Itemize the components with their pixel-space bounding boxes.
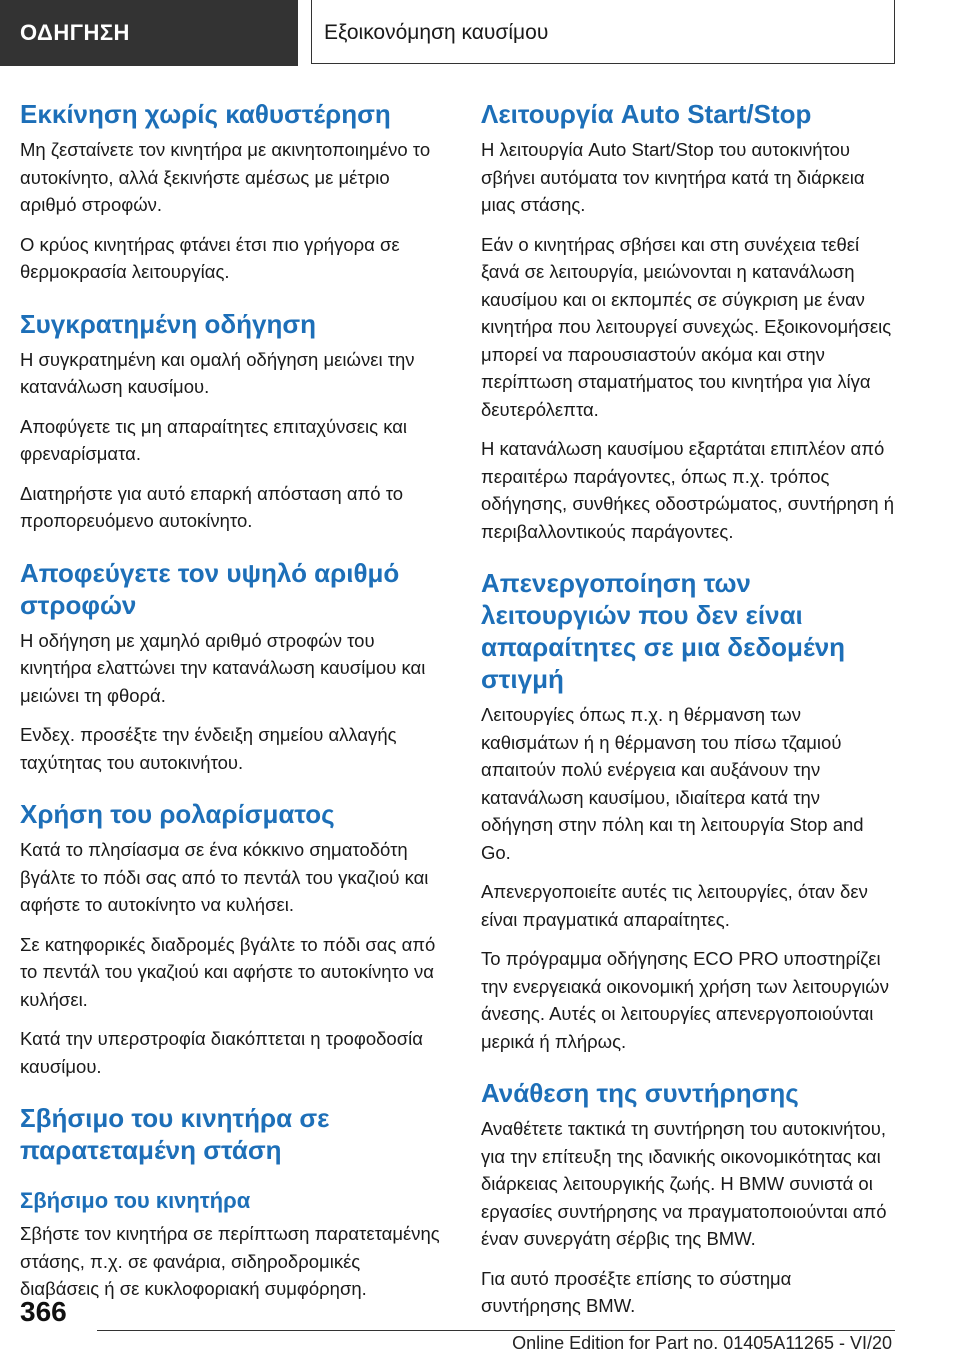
paragraph: Λειτουργίες όπως π.χ. η θέρμανση των καθισμάτων ή η θέρμανση του πίσω τζαμιού απαιτούν πολύ ενέργεια και αυξάνουν την κατανάλωση καυσίμου, ιδιαίτερα κατά την οδήγηση στην πόλη και τη λειτουργία Stop and Go.: [481, 704, 864, 863]
section-coasting: [20, 798, 440, 1080]
section-heading: Χρήση του ρολαρίσματος: [20, 799, 335, 829]
paragraph: Το πρόγραμμα οδήγησης ECO PRO υποστηρίζει την ενεργειακά οικονομική χρήση των λειτουργιών άνεσης. Αυτές οι λειτουργίες απενεργοποιούνται μερικά ή πλήρως.: [481, 948, 890, 1052]
edition-text: Online Edition for Part no. 01405A11265 - VI/20: [512, 1333, 892, 1353]
footer-divider: [97, 1330, 895, 1331]
paragraph: Σβήστε τον κινητήρα σε περίπτωση παρατεταμένης στάσης, π.χ. σε φανάρια, σιδηροδρομικές διαβάσεις ή σε κυκλοφοριακή συμφόρηση.: [20, 1223, 440, 1299]
section-heading: Λειτουργία Auto Start/Stop: [481, 99, 812, 129]
paragraph: Εάν ο κινητήρας σβήσει και στη συνέχεια τεθεί ξανά σε λειτουργία, μειώνονται η κατανάλωση καυσίμου και οι εκπομπές σε σύγκριση με έναν κινητήρα που λειτουργεί συνεχώς. Εξοικονομήσεις μπορεί να παρουσιαστούν ακόμα και στην περίπτωση σταματήματος του κινητήρα για λίγα δευτερόλεπτα.: [481, 233, 892, 420]
section-heading: Εκκίνηση χωρίς καθυστέρηση: [20, 99, 391, 129]
subsection-heading: Σβήσιμο του κινητήρα: [20, 1188, 251, 1213]
paragraph: Σε κατηφορικές διαδρομές βγάλτε το πόδι σας από το πεντάλ του γκαζιού και αφήστε το αυτοκίνητο να κυλήσει.: [20, 933, 436, 1010]
paragraph: Η οδήγηση με χαμηλό αριθμό στροφών του κινητήρα ελαττώνει την κατανάλωση καυσίμου και μειώνει τη φθορά.: [20, 629, 426, 706]
right-column: [481, 98, 896, 1342]
paragraph: Για αυτό προσέξτε επίσης το σύστημα συντήρησης BMW.: [481, 1267, 792, 1316]
paragraph: Απενεργοποιείτε αυτές τις λειτουργίες, όταν δεν είναι πραγματικά απαραίτητες.: [481, 881, 868, 930]
chapter-tab: ΟΔΗΓΗΣΗ: [0, 0, 298, 66]
section-heading: Απενεργοποίηση των λειτουργιών που δεν είναι απαραίτητες σε μια δεδομένη στιγμή: [481, 568, 846, 694]
paragraph: Μη ζεσταίνετε τον κινητήρα με ακινητοποιημένο το αυτοκίνητο, αλλά ξεκινήστε αμέσως με μέτριο αριθμό στροφών.: [20, 139, 431, 215]
section-heading: Ανάθεση της συντήρησης: [481, 1078, 799, 1108]
paragraph: Κατά το πλησίασμα σε ένα κόκκινο σηματοδότη βγάλτε το πόδι σας από το πεντάλ του γκαζιού και αφήστε το αυτοκίνητο να κυλήσει.: [20, 839, 429, 915]
section-engine-off-long-stop: [20, 1102, 440, 1303]
section-title: Εξοικονόμηση καυσίμου: [311, 0, 895, 64]
section-heading: Αποφεύγετε τον υψηλό αριθμό στροφών: [20, 557, 400, 620]
paragraph: Η κατανάλωση καυσίμου εξαρτάται επιπλέον από περαιτέρω παράγοντες, όπως π.χ. τρόπος οδήγησης, συνθήκες οδοστρώματος, συντήρηση ή περιβαλλοντικούς παράγοντες.: [481, 438, 895, 542]
left-column: [20, 98, 440, 1325]
section-heading: Σβήσιμο του κινητήρα σε παρατεταμένη στάση: [20, 1103, 330, 1165]
paragraph: Ο κρύος κινητήρας φτάνει έτσι πιο γρήγορα σε θερμοκρασία λειτουργίας.: [20, 233, 400, 282]
page-number: 366: [20, 1296, 67, 1327]
paragraph: Κατά την υπερστροφία διακόπτεται η τροφοδοσία καυσίμου.: [20, 1028, 423, 1077]
paragraph: Διατηρήστε για αυτό επαρκή απόσταση από το προπορευόμενο αυτοκίνητο.: [20, 482, 404, 531]
page-header: [0, 0, 960, 66]
paragraph: Ενδεχ. προσέξτε την ένδειξη σημείου αλλαγής ταχύτητας του αυτοκινήτου.: [20, 724, 397, 773]
paragraph: Η συγκρατημένη και ομαλή οδήγηση μειώνει την κατανάλωση καυσίμου.: [20, 348, 415, 397]
paragraph: Η λειτουργία Auto Start/Stop του αυτοκινήτου σβήνει αυτόματα τον κινητήρα κατά τη διάρκεια μιας στάσης.: [481, 139, 865, 215]
section-restrained-driving: [20, 308, 440, 535]
section-avoid-high-rpm: [20, 557, 440, 777]
section-disable-unneeded-functions: [481, 567, 896, 1055]
section-heading: Συγκρατημένη οδήγηση: [20, 308, 316, 339]
paragraph: Αναθέτετε τακτικά τη συντήρηση του αυτοκινήτου, για την επίτευξη της ιδανικής οικονομικότητας και διάρκειας λειτουργικής ζωής. Η BMW συνιστά οι εργασίες συντήρησης να πραγματοποιούνται από έναν συνεργάτη σέρβις της BMW.: [481, 1118, 887, 1249]
paragraph: Αποφύγετε τις μη απαραίτητες επιταχύνσεις και φρεναρίσματα.: [20, 415, 408, 464]
section-auto-start-stop: [481, 98, 896, 545]
section-start-without-delay: [20, 98, 440, 286]
section-maintenance: [481, 1077, 896, 1320]
